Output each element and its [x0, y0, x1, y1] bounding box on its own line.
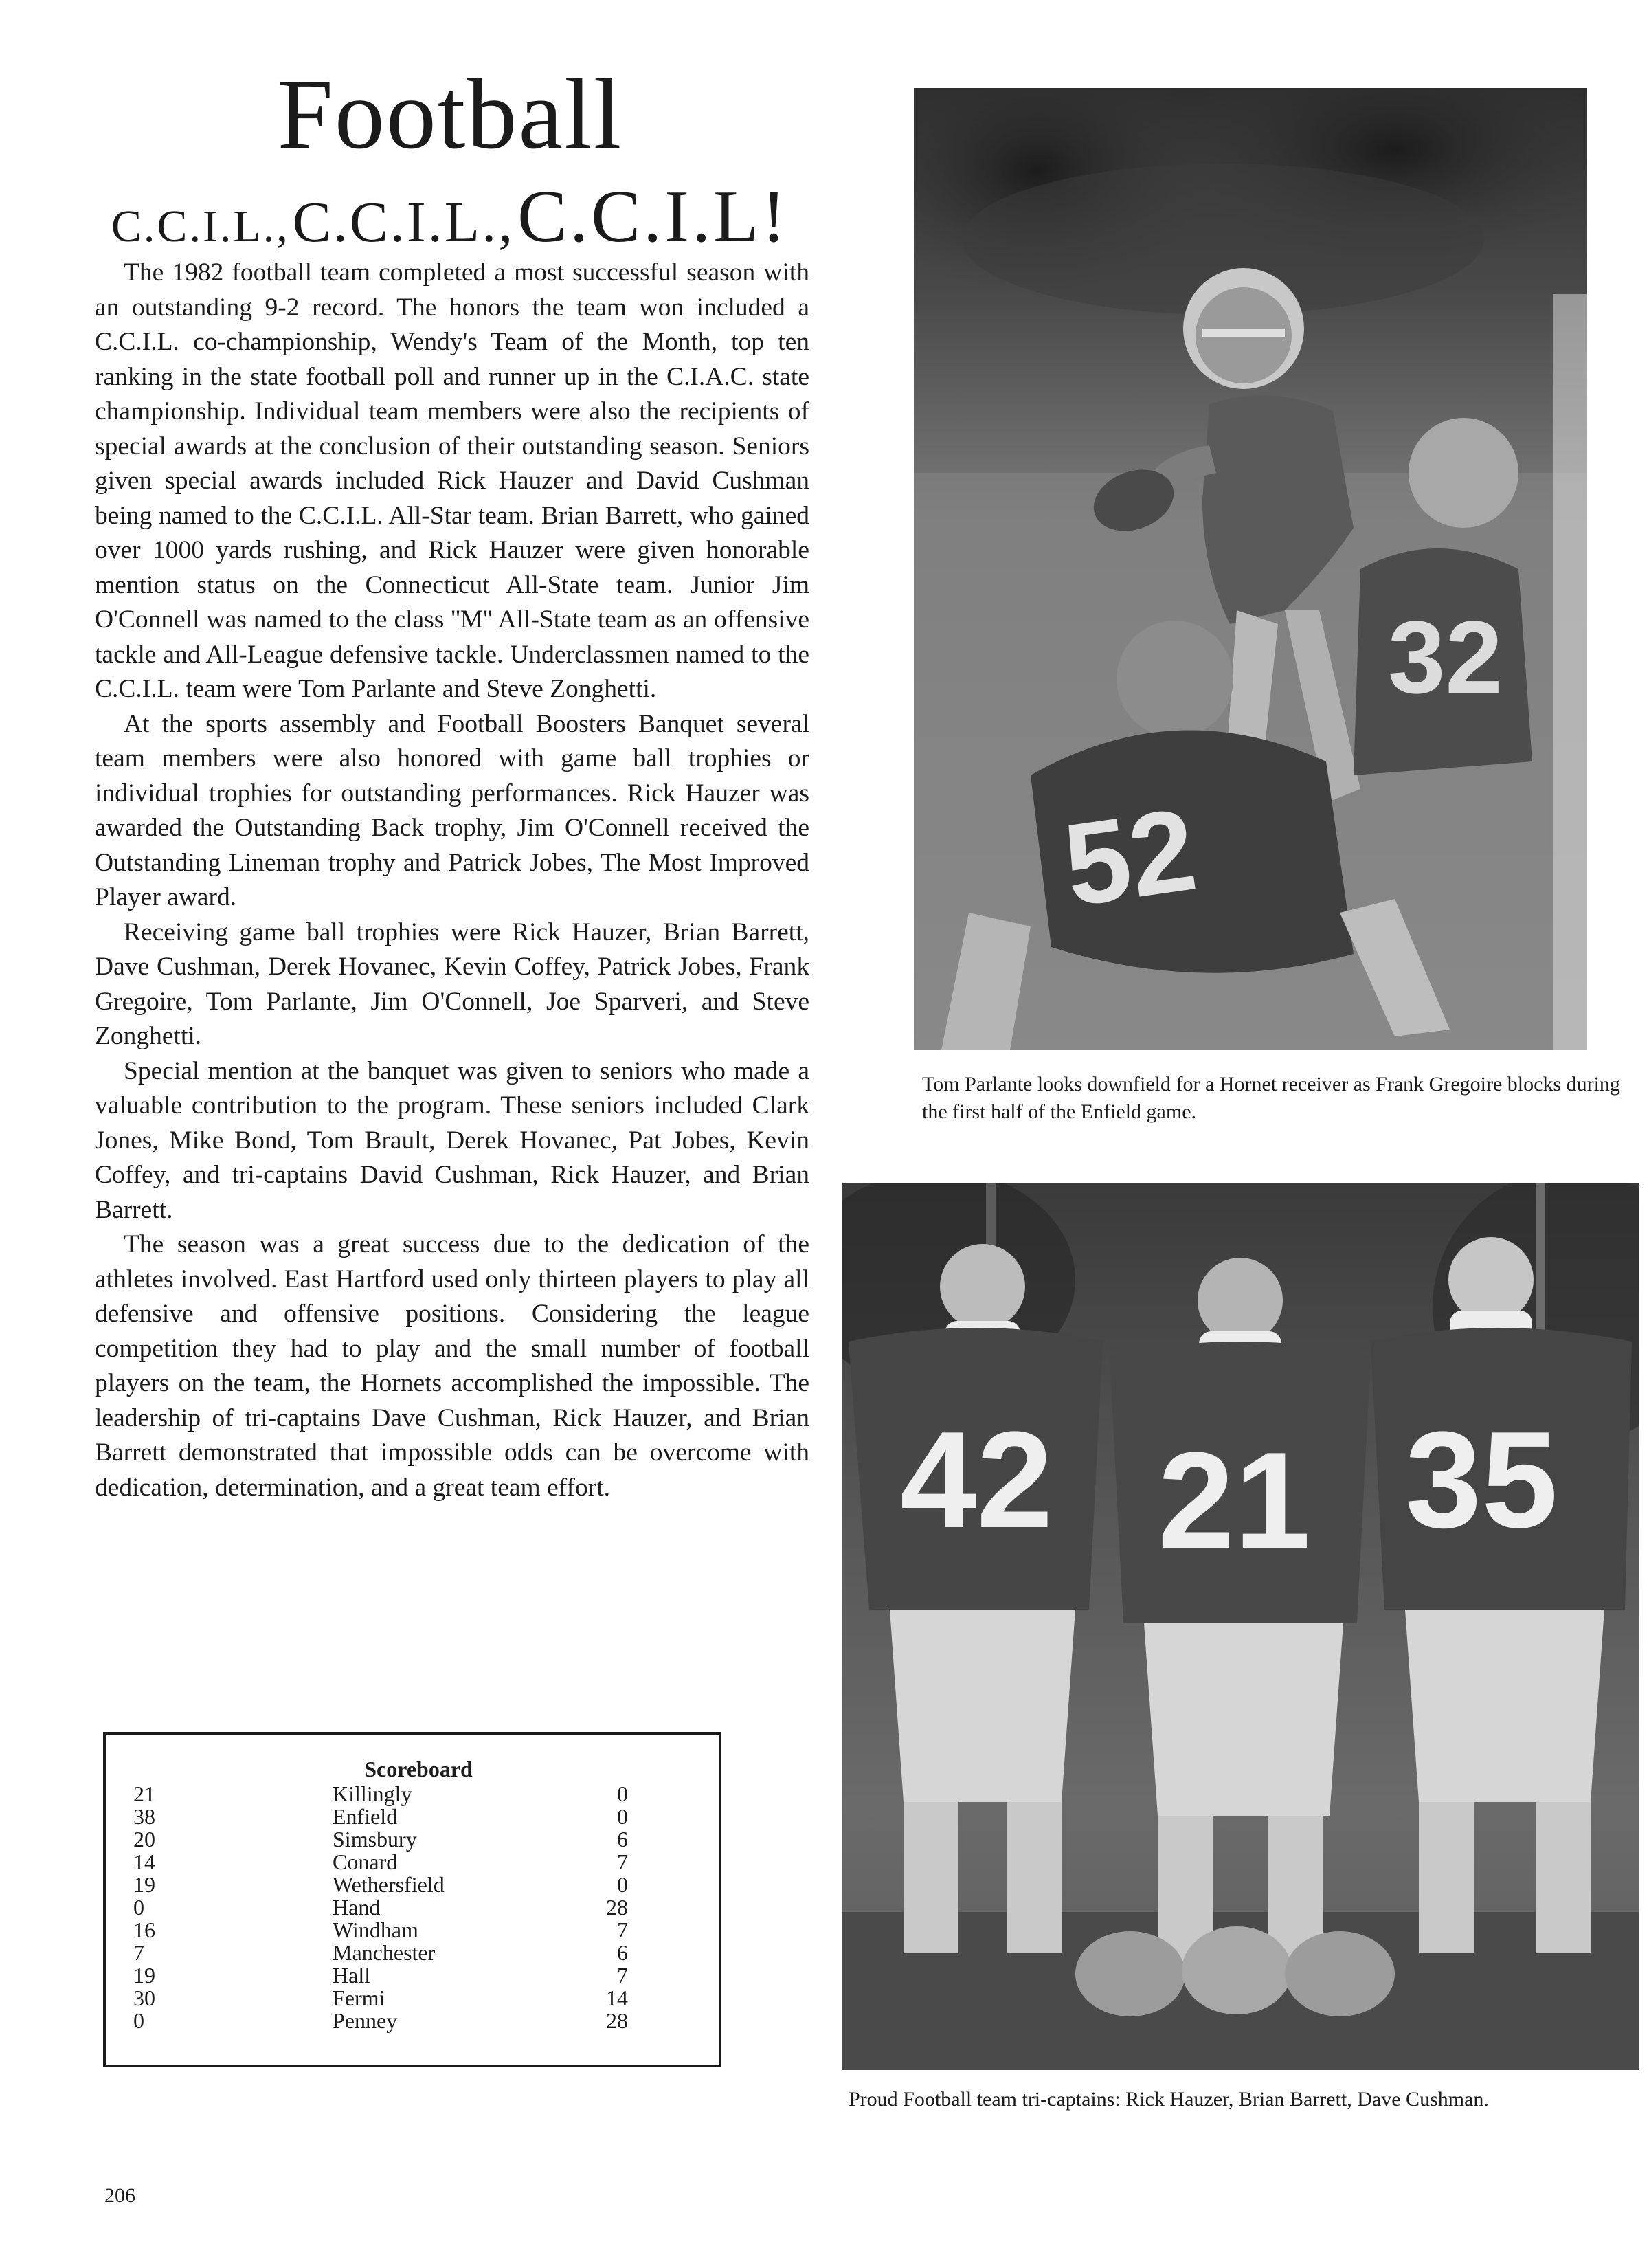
score-us: 19: [133, 1963, 155, 1988]
scoreboard-row: [106, 1919, 719, 1942]
opponent-name: Wethersfield: [333, 1872, 445, 1897]
quarterback-photo-image: [914, 88, 1587, 1050]
jersey-number-52: 52: [1056, 783, 1204, 932]
scoreboard-box: [103, 1732, 721, 2067]
scoreboard-title: Scoreboard: [364, 1757, 473, 1781]
jersey-number-42: 42: [900, 1403, 1053, 1557]
score-them: 28: [606, 1895, 628, 1920]
jersey-number-32: 32: [1388, 599, 1503, 715]
score-us: 0: [133, 1895, 144, 1920]
scoreboard-row: [106, 1828, 719, 1851]
score-them: 7: [617, 1963, 628, 1988]
opponent-name: Hand: [333, 1895, 381, 1920]
scoreboard-row: [106, 1896, 719, 1919]
scoreboard-rows: [106, 1783, 719, 2032]
score-us: 19: [133, 1872, 155, 1897]
score-us: 38: [133, 1804, 155, 1829]
subtitle-part-1: C.C.I.L.,: [111, 201, 290, 252]
scoreboard-row: [106, 1851, 719, 1874]
score-them: 28: [606, 2008, 628, 2033]
score-us: 16: [133, 1917, 155, 1942]
article-body: [95, 256, 809, 1505]
jersey-number-35: 35: [1405, 1403, 1558, 1557]
article-paragraph: Receiving game ball trophies were Rick Hauzer, Brian Barrett, Dave Cushman, Derek Hovanec, Kevin Coffey, Patrick Jobes, Frank Gregoire, Tom Parlante, Jim O'Connell, Joe Sparveri, and Steve Zonghetti.: [95, 918, 809, 1050]
subtitle-part-3: C.C.I.L!: [517, 176, 789, 258]
top-photo-caption: Tom Parlante looks downfield for a Hornet receiver as Frank Gregoire blocks during the first half of the Enfield game.: [922, 1073, 1620, 1123]
page-subtitle: [89, 176, 811, 258]
score-them: 6: [617, 1827, 628, 1852]
scoreboard-row: [106, 1987, 719, 2010]
subtitle-part-2: C.C.I.L.,: [292, 190, 515, 254]
opponent-name: Killingly: [333, 1781, 412, 1806]
score-them: 7: [617, 1849, 628, 1874]
opponent-name: Hall: [333, 1963, 371, 1988]
opponent-name: Penney: [333, 2008, 398, 2033]
article-paragraph: Special mention at the banquet was given to seniors who made a valuable contribution to the program. These seniors included Clark Jones, Mike Bond, Tom Brault, Derek Hovanec, Pat Jobes, Kevin Coffey, and tri-captains David Cushman, Rick Hauzer, and Brian Barrett.: [95, 1056, 809, 1224]
score-us: 14: [133, 1849, 155, 1874]
opponent-name: Conard: [333, 1849, 398, 1874]
scoreboard-row: [106, 1805, 719, 1828]
score-us: 0: [133, 2008, 144, 2033]
scoreboard-row: [106, 2010, 719, 2032]
scoreboard-row: [106, 1942, 719, 1964]
score-them: 7: [617, 1917, 628, 1942]
jersey-number-21: 21: [1158, 1424, 1311, 1577]
scoreboard-row: [106, 1964, 719, 1987]
bottom-photo-caption: Proud Football team tri-captains: Rick Hauzer, Brian Barrett, Dave Cushman.: [849, 2088, 1489, 2111]
opponent-name: Manchester: [333, 1940, 436, 1965]
scoreboard-row: [106, 1783, 719, 1805]
opponent-name: Simsbury: [333, 1827, 417, 1852]
article-paragraph: The season was a great success due to the dedication of the athletes involved. East Hartford used only thirteen players to play all defensive and offensive positions. Considering the league competition they had to play and the small number of football players on the team, the Hornets accomplished the impossible. The leadership of tri-captains Dave Cushman, Rick Hauzer, and Brian Barrett demonstrated that impossible odds can be overcome with dedication, determination, and a great team effort.: [95, 1230, 809, 1502]
score-us: 20: [133, 1827, 155, 1852]
opponent-name: Windham: [333, 1917, 418, 1942]
quarterback-photo: [914, 88, 1587, 1050]
page-title: Football: [277, 58, 623, 170]
score-them: 0: [617, 1872, 628, 1897]
article-paragraph: The 1982 football team completed a most successful season with an outstanding 9-2 record. The honors the team won included a C.C.I.L. co-championship, Wendy's Team of the Month, top ten ranking in the state football poll and runner up in the C.I.A.C. state championship. Individual team members were also the recipients of special awards at the conclusion of their outstanding season. Seniors given special awards included Rick Hauzer and David Cushman being named to the C.C.I.L. All-Star team. Brian Barrett, who gained over 1000 yards rushing, and Rick Hauzer were given honorable mention status on the Connecticut All-State team. Junior Jim O'Connell was named to the class ''M'' All-State team as an offensive tackle and All-League defensive tackle. Underclassmen named to the C.C.I.L. team were Tom Parlante and Steve Zonghetti.: [95, 258, 809, 703]
scoreboard-row: [106, 1874, 719, 1896]
opponent-name: Fermi: [333, 1986, 385, 2010]
score-us: 7: [133, 1940, 144, 1965]
score-them: 6: [617, 1940, 628, 1965]
score-us: 30: [133, 1986, 155, 2010]
page-number: 206: [104, 2184, 135, 2207]
tri-captains-photo-image: [842, 1183, 1639, 2070]
tri-captains-photo: [842, 1183, 1639, 2070]
score-us: 21: [133, 1781, 155, 1806]
article-paragraph: At the sports assembly and Football Boosters Banquet several team members were also honored with game ball trophies or individual trophies for outstanding performances. Rick Hauzer was awarded the Outstanding Back trophy, Jim O'Connell received the Outstanding Lineman trophy and Patrick Jobes, The Most Improved Player award.: [95, 709, 809, 911]
score-them: 0: [617, 1804, 628, 1829]
score-them: 0: [617, 1781, 628, 1806]
opponent-name: Enfield: [333, 1804, 398, 1829]
score-them: 14: [606, 1986, 628, 2010]
